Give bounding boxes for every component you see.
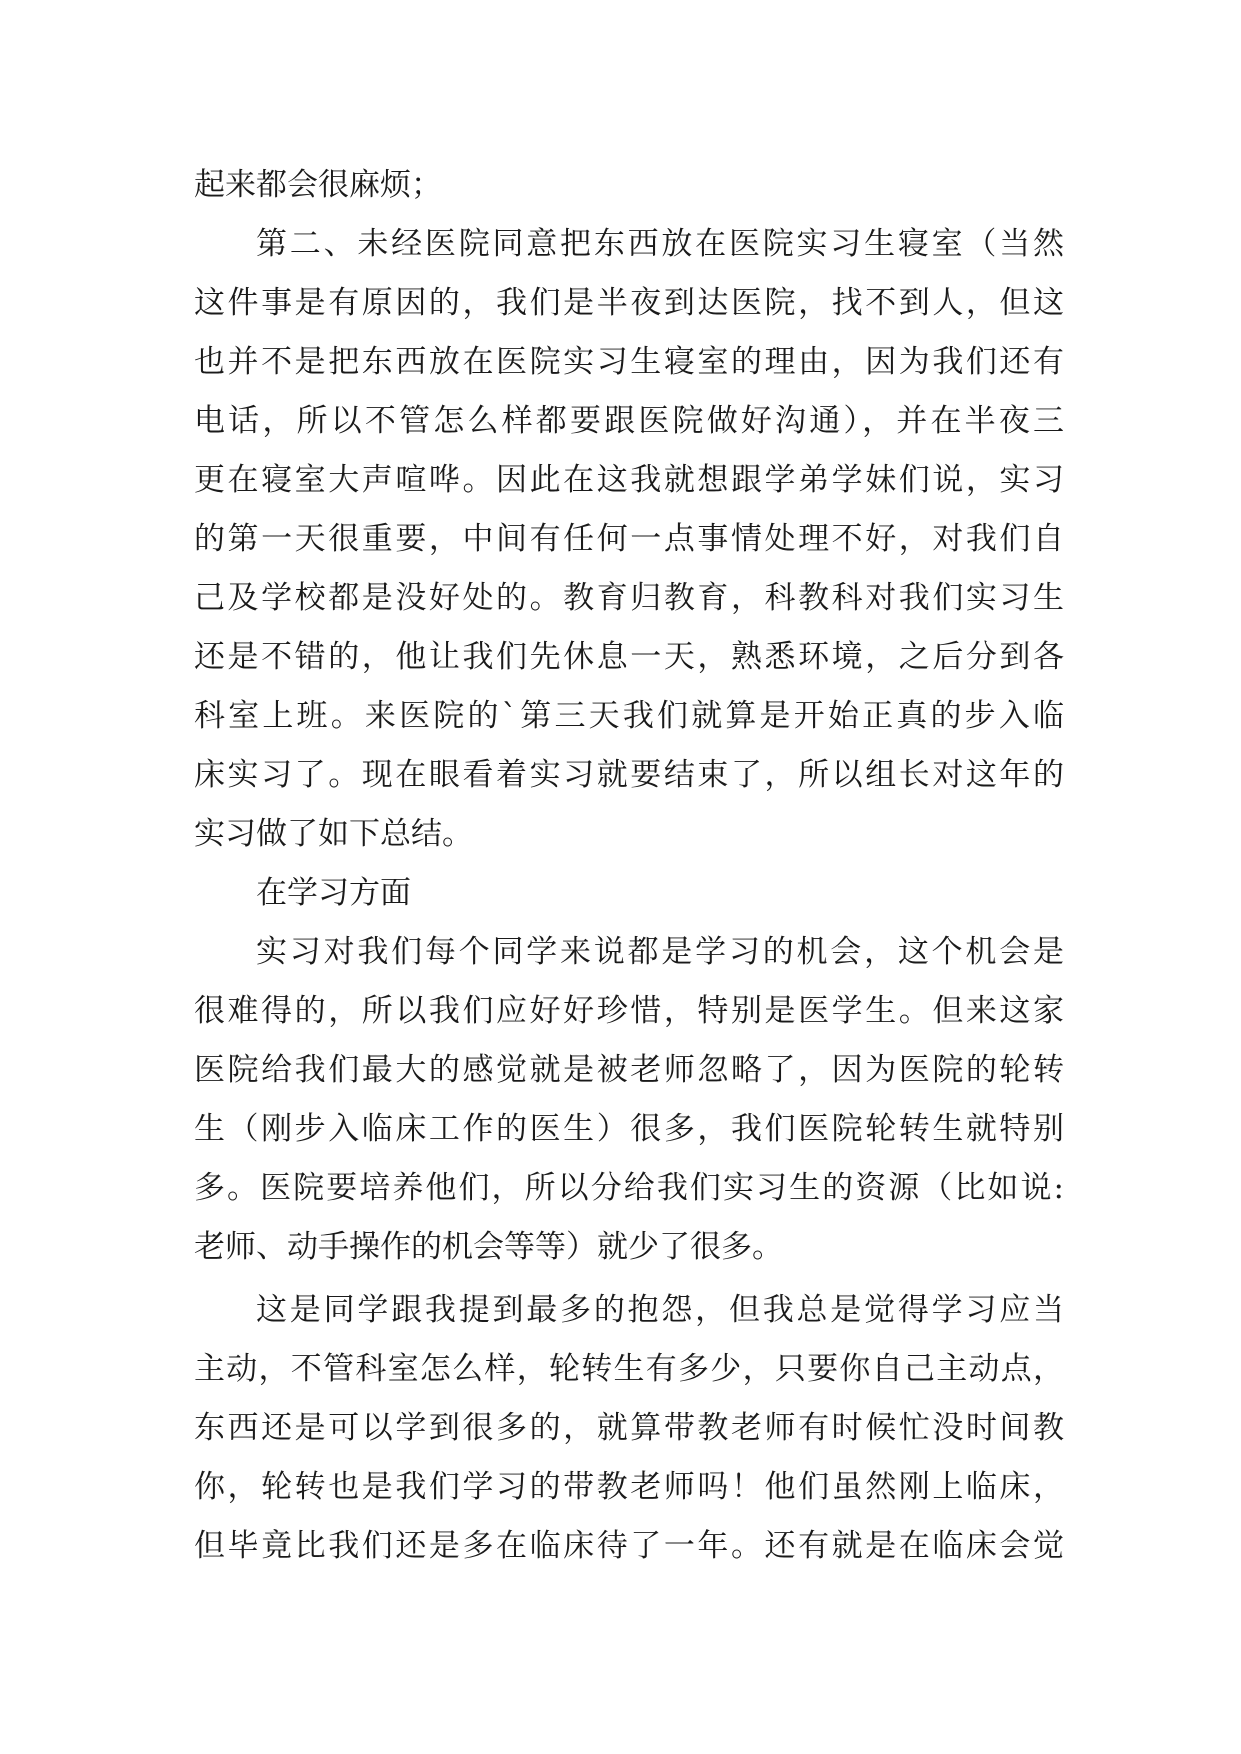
paragraph-line: 科室上班。来医院的`第三天我们就算是开始正真的步入临	[194, 698, 1064, 734]
paragraph-line: 多。医院要培养他们，所以分给我们实习生的资源（比如说:	[194, 1170, 1064, 1206]
paragraph-line: 很难得的，所以我们应好好珍惜，特别是医学生。但来这家	[194, 993, 1064, 1029]
paragraph-line: 实习做了如下总结。	[194, 816, 473, 852]
paragraph-line: 己及学校都是没好处的。教育归教育，科教科对我们实习生	[194, 580, 1064, 616]
section-heading: 在学习方面	[256, 875, 411, 911]
paragraph-line: 这件事是有原因的，我们是半夜到达医院，找不到人，但这	[194, 285, 1064, 321]
paragraph-line: 的第一天很重要，中间有任何一点事情处理不好，对我们自	[194, 521, 1064, 557]
document-body	[194, 156, 1064, 1576]
paragraph-line: 东西还是可以学到很多的，就算带教老师有时候忙没时间教	[194, 1410, 1064, 1446]
paragraph-line: 生（刚步入临床工作的医生）很多，我们医院轮转生就特别	[194, 1111, 1064, 1147]
paragraph-line: 老师、动手操作的机会等等）就少了很多。	[194, 1229, 783, 1265]
paragraph-line: 你，轮转也是我们学习的带教老师吗！他们虽然刚上临床，	[194, 1469, 1064, 1505]
paragraph-line: 实习对我们每个同学来说都是学习的机会，这个机会是	[256, 934, 1064, 970]
paragraph-line: 电话，所以不管怎么样都要跟医院做好沟通），并在半夜三	[194, 403, 1064, 439]
paragraph-line: 床实习了。现在眼看着实习就要结束了，所以组长对这年的	[194, 757, 1064, 793]
paragraph-line: 还是不错的，他让我们先休息一天，熟悉环境，之后分到各	[194, 639, 1064, 675]
paragraph-line: 也并不是把东西放在医院实习生寝室的理由，因为我们还有	[194, 344, 1064, 380]
paragraph-line: 第二、未经医院同意把东西放在医院实习生寝室（当然	[256, 226, 1064, 262]
paragraph-line: 起来都会很麻烦；	[194, 167, 442, 203]
paragraph-line: 更在寝室大声喧哗。因此在这我就想跟学弟学妹们说，实习	[194, 462, 1064, 498]
paragraph-line: 医院给我们最大的感觉就是被老师忽略了，因为医院的轮转	[194, 1052, 1064, 1088]
paragraph-line: 但毕竟比我们还是多在临床待了一年。还有就是在临床会觉	[194, 1528, 1064, 1564]
paragraph-line: 这是同学跟我提到最多的抱怨，但我总是觉得学习应当	[256, 1292, 1064, 1328]
paragraph-line: 主动，不管科室怎么样，轮转生有多少，只要你自己主动点，	[194, 1351, 1064, 1387]
